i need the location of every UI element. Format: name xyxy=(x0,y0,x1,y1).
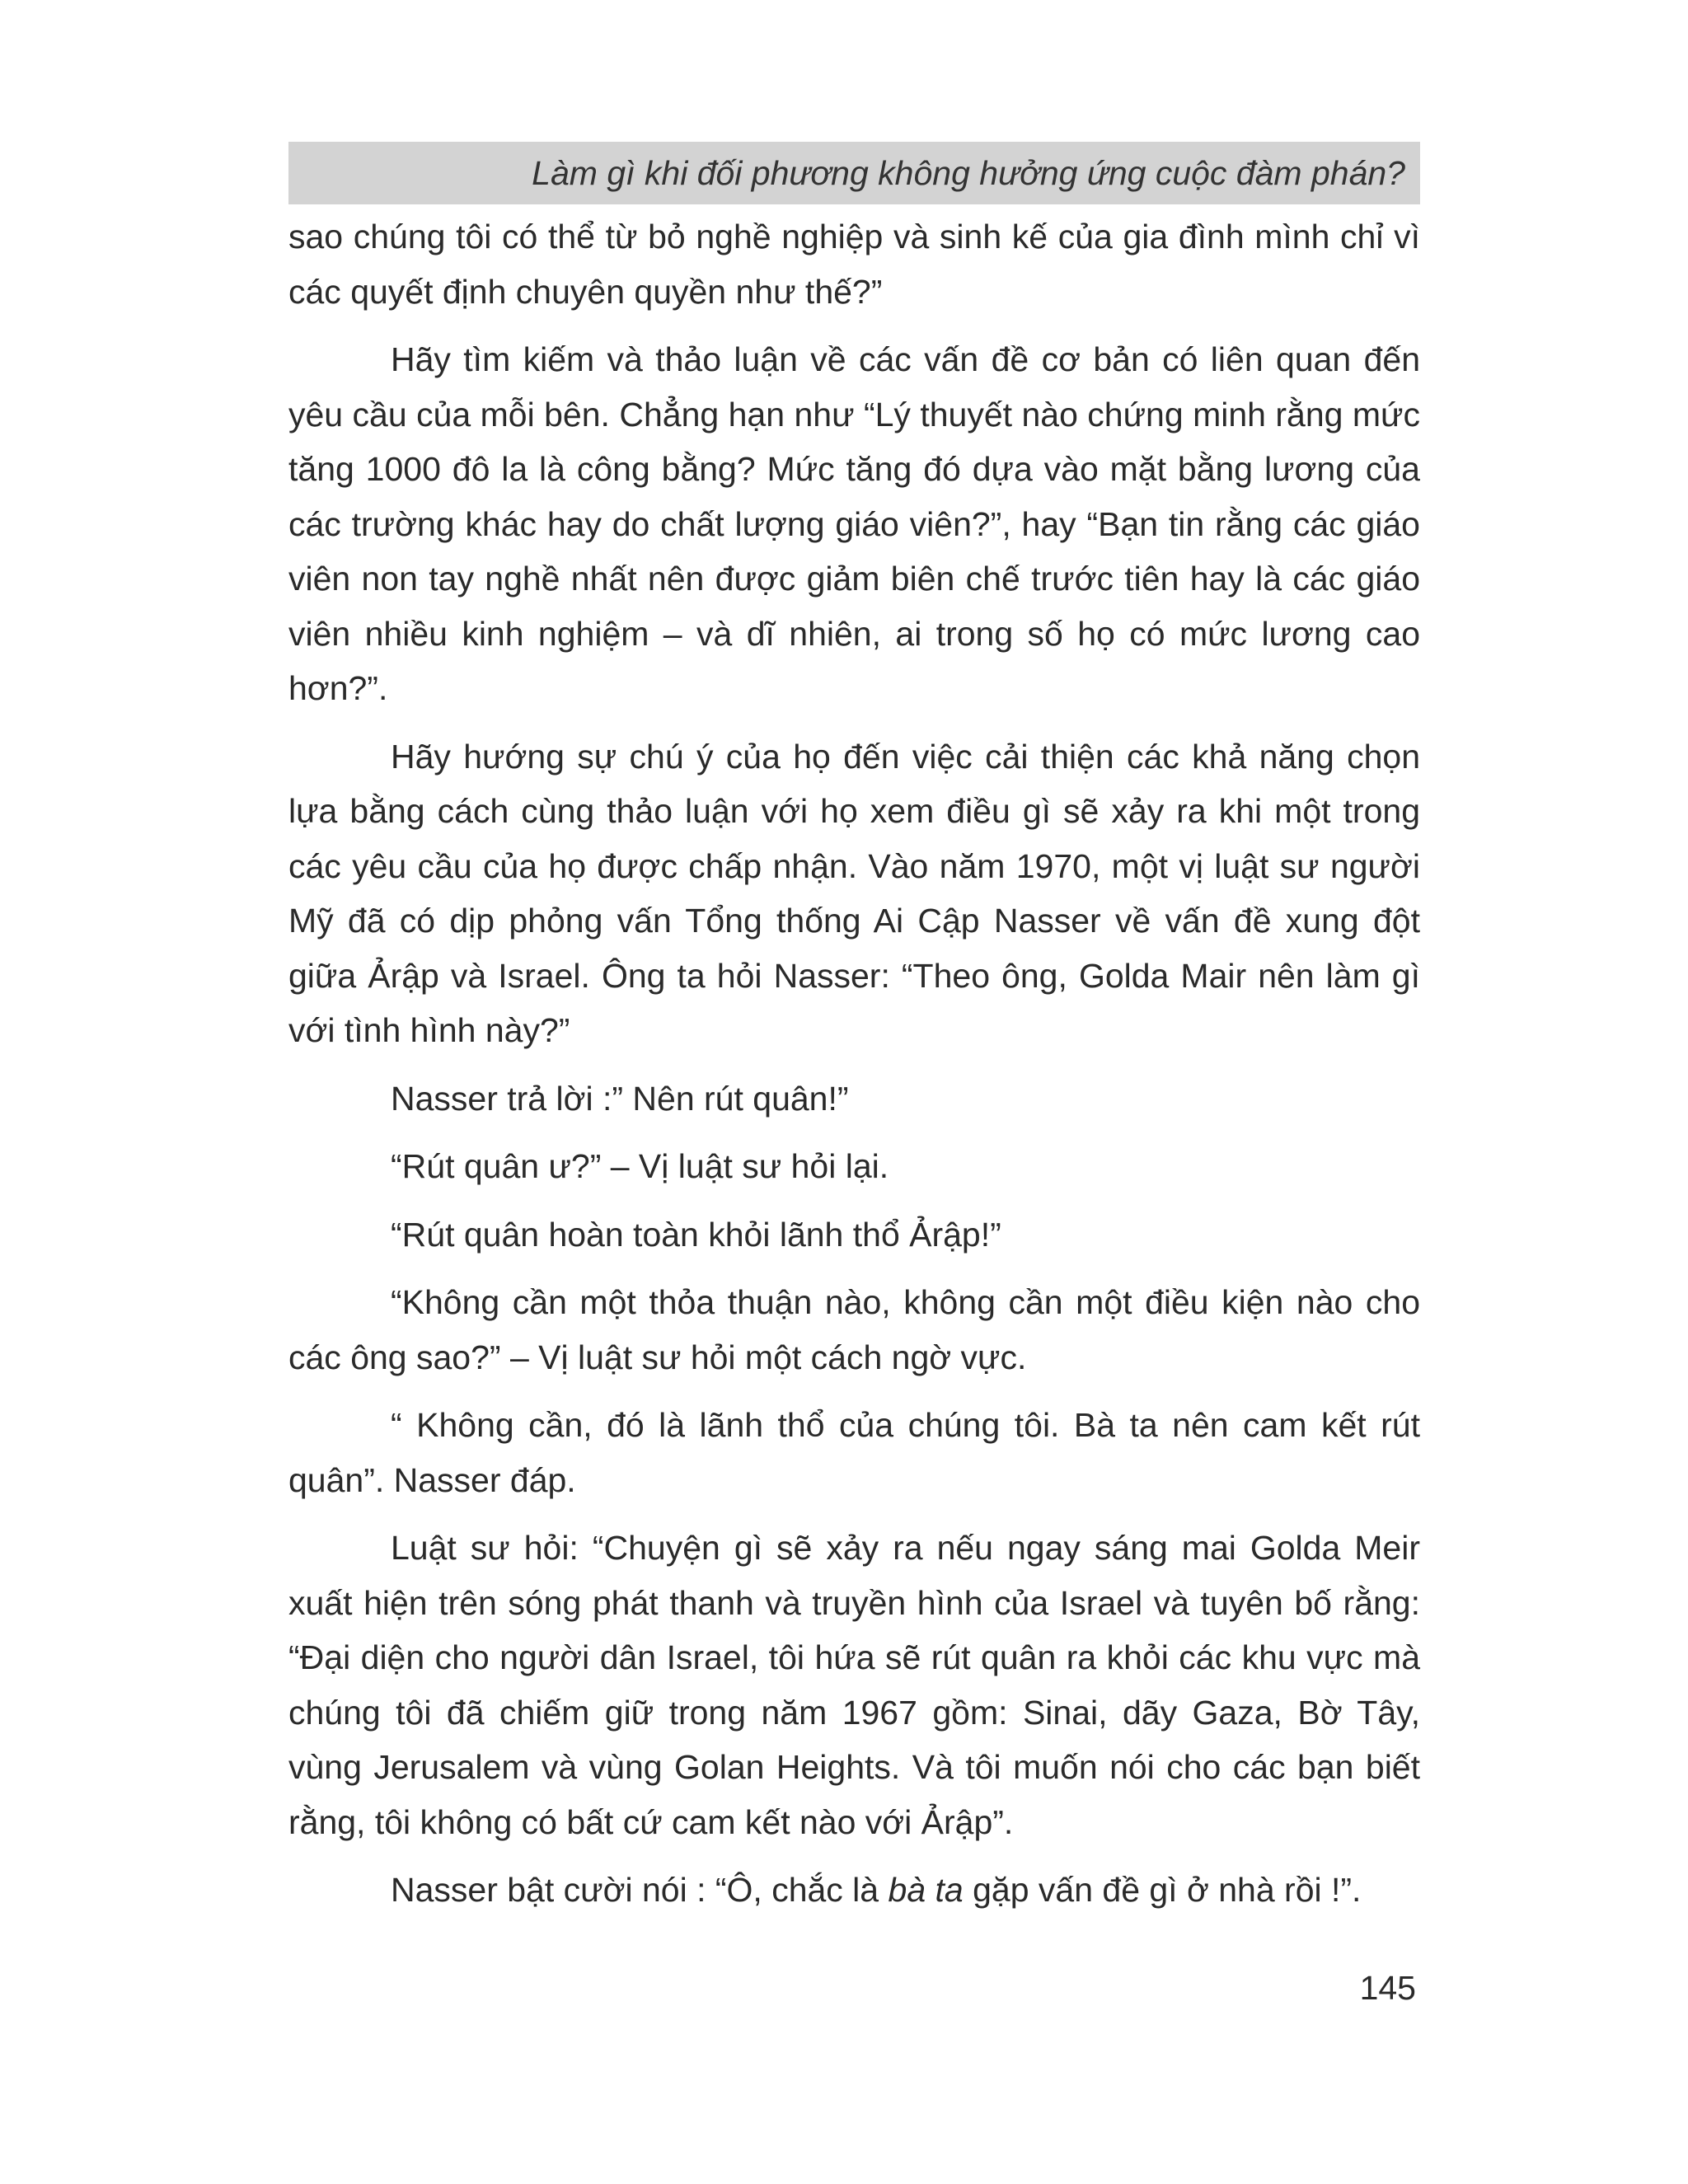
italic-emphasis: bà ta xyxy=(888,1871,964,1909)
text-run: gặp vấn đề gì ở nhà rồi !”. xyxy=(963,1871,1362,1909)
dialogue-line: “Không cần một thỏa thuận nào, không cần một điều kiện nào cho các ông sao?” – Vị luật sư hỏi một cách ngờ vực. xyxy=(288,1283,1420,1376)
text-run: Nasser bật cười nói : “Ô, chắc là xyxy=(391,1871,889,1909)
running-header xyxy=(288,142,1420,204)
paragraph-lawyer-question: Luật sư hỏi: “Chuyện gì sẽ xảy ra nếu ngay sáng mai Golda Meir xuất hiện trên sóng phát thanh và truyền hình của Israel và tuyên bố rằng: “Đại diện cho người dân Israel, tôi hứa sẽ rút quân ra khỏi các khu vực mà chúng tôi đã chiếm giữ trong năm 1967 gồm: Sinai, dãy Gaza, Bờ Tây, vùng Jerusalem và vùng Golan Heights. Và tôi muốn nói cho các bạn biết rằng, tôi không có bất cứ cam kết nào với Ảrập”. xyxy=(288,1529,1420,1841)
paragraph-continuation: sao chúng tôi có thể từ bỏ nghề nghiệp và sinh kế của gia đình mình chỉ vì các quyết định chuyên quyền như thế?” xyxy=(288,218,1420,311)
page-body xyxy=(288,209,1420,1918)
paragraph-underlying-issues: Hãy tìm kiếm và thảo luận về các vấn đề cơ bản có liên quan đến yêu cầu của mỗi bên. Chẳng hạn như “Lý thuyết nào chứng minh rằng mức tăng 1000 đô la là công bằng? Mức tăng đó dựa vào mặt bằng lương của các trường khác hay do chất lượng giáo viên?”, hay “Bạn tin rằng các giáo viên non tay nghề nhất nên được giảm biên chế trước tiên hay là các giáo viên nhiều kinh nghiệm – và dĩ nhiên, ai trong số họ có mức lương cao hơn?”. xyxy=(288,340,1420,707)
paragraph-nasser-laugh xyxy=(288,1863,1420,1918)
dialogue-line: Nasser trả lời :” Nên rút quân!” xyxy=(391,1079,849,1118)
running-header-title: Làm gì khi đối phương không hưởng ứng cuộc đàm phán? xyxy=(532,154,1405,192)
dialogue-line: “Rút quân hoàn toàn khỏi lãnh thổ Ảrập!” xyxy=(391,1215,1001,1254)
paragraph-nasser-interview: Hãy hướng sự chú ý của họ đến việc cải thiện các khả năng chọn lựa bằng cách cùng thảo luận với họ xem điều gì sẽ xảy ra khi một trong các yêu cầu của họ được chấp nhận. Vào năm 1970, một vị luật sư người Mỹ đã có dịp phỏng vấn Tổng thống Ai Cập Nasser về vấn đề xung đột giữa Ảrập và Israel. Ông ta hỏi Nasser: “Theo ông, Golda Mair nên làm gì với tình hình này?” xyxy=(288,737,1420,1049)
page-number: 145 xyxy=(1359,1969,1416,2007)
dialogue-line: “ Không cần, đó là lãnh thổ của chúng tôi. Bà ta nên cam kết rút quân”. Nasser đáp. xyxy=(288,1406,1420,1499)
dialogue-line: “Rút quân ư?” – Vị luật sư hỏi lại. xyxy=(391,1147,889,1185)
